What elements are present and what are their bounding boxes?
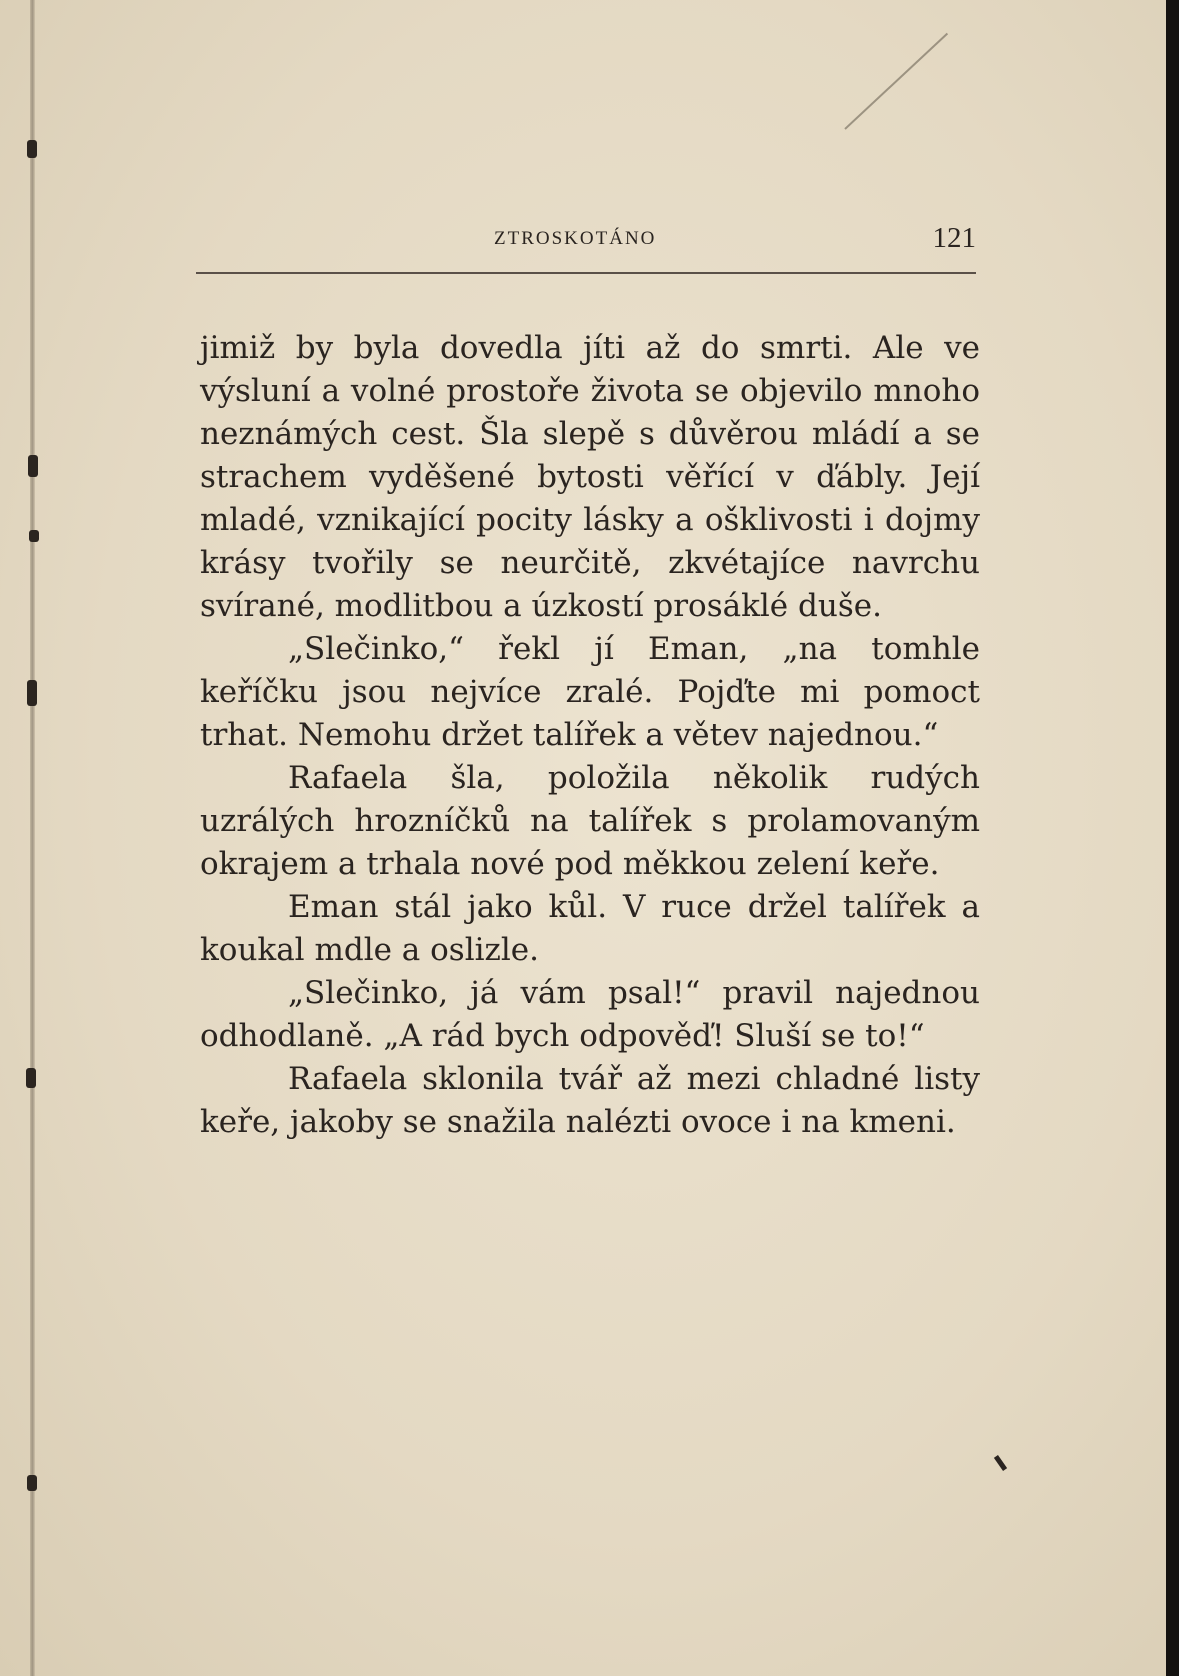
paragraph: „Slečinko,“ řekl jí Eman, „na tomhle keříčku jsou nejvíce zralé. Pojďte mi pomoct trhat. Nemohu držet talířek a větev najednou.“ <box>200 631 980 753</box>
page-edge-shadow <box>1166 0 1179 1676</box>
body-text <box>200 327 980 1144</box>
paragraph: Rafaela šla, položila několik rudých uzrálých hrozníčků na talířek s prolamovaným okrajem a trhala nové pod měkkou zelení keře. <box>200 760 980 882</box>
pencil-stroke <box>844 33 948 130</box>
paragraph: Rafaela sklonila tvář až mezi chladné listy keře, jakoby se snažila nalézti ovoce i na kmeni. <box>200 1061 980 1140</box>
binding-mark <box>29 530 39 542</box>
paragraph: „Slečinko, já vám psal!“ pravil najednou odhodlaně. „A rád bych odpověď! Sluší se to!“ <box>200 975 980 1054</box>
page-number: 121 <box>932 222 976 254</box>
binding-mark <box>27 1475 37 1491</box>
header-rule <box>196 272 976 274</box>
paragraph: jimiž by byla dovedla jíti až do smrti. Ale ve výsluní a volné prostoře života se objevilo mnoho neznámých cest. Šla slepě s důvěrou mládí a se strachem vyděšené bytosti věřící v ďábly. Její mladé, vznikající pocity lásky a ošklivosti i dojmy krásy tvořily se neurčitě, zkvétajíce navrchu svírané, modlitbou a úzkostí prosáklé duše. <box>200 330 980 624</box>
binding-mark <box>27 140 37 158</box>
binding-mark <box>28 455 38 477</box>
paragraph: Eman stál jako kůl. V ruce držel talířek a koukal mdle a oslizle. <box>200 889 980 968</box>
running-title: ZTROSKOTÁNO <box>494 228 657 249</box>
running-head <box>196 222 976 262</box>
binding-mark <box>26 1068 36 1088</box>
binding-mark <box>27 680 37 706</box>
binding-gutter <box>30 0 35 1676</box>
ink-mark <box>994 1455 1007 1471</box>
